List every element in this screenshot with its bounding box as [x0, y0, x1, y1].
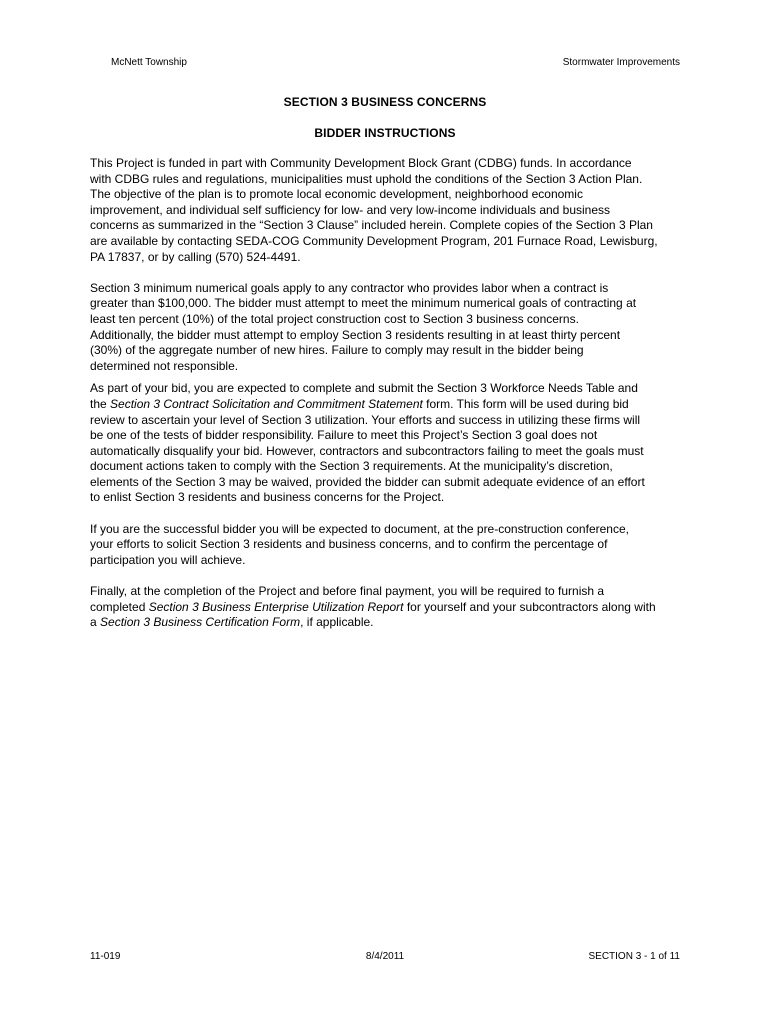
paragraph-final-payment [90, 584, 682, 631]
paragraph-funding: This Project is funded in part with Community Development Block Grant (CDBG) funds. In accordance with CDBG rules and regulations, municipalities must uphold the conditions of the Section 3 Action Plan. The objective of the plan is to promote local economic development, neighborhood economic improvement, and individual self sufficiency for low- and very low-income individuals and business concerns as summarized in the “Section 3 Clause” included herein. Complete copies of the Section 3 Plan are available by contacting SEDA-COG Community Development Program, 201 Furnace Road, Lewisburg, PA 17837, or by calling (570) 524-4491. [90, 156, 658, 264]
utilization-report-name: Section 3 Business Enterprise Utilization Report [148, 599, 404, 614]
paragraph-final-payment-text-b: for yourself and your subcontractors along with a [90, 599, 656, 630]
paragraph-final-payment-text-a: Finally, at the completion of the Project and before final payment, you will be required to furnish a completed [90, 584, 605, 614]
page-subtitle: BIDDER INSTRUCTIONS [314, 126, 456, 140]
header-township: McNett Township [111, 57, 187, 68]
paragraph-successful-bidder: If you are the successful bidder you will be expected to document, at the pre-construction conference, your efforts to solicit Section 3 residents and business concerns, and to confirm the percentage of participation you will achieve. [90, 521, 629, 567]
certification-form-name: Section 3 Business Certification Form [100, 615, 301, 630]
paragraph-bid-requirements-text-b: form. This form will be used during bid review to ascertain your level of Section 3 utilization. Your efforts and success in utilizing these firms will be one of the tests of bidder responsibility. Failure to meet this Project’s Section 3 goal does not automatically disqualify your bid. However, contractors and subcontractors failing to meet the goals must document actions taken to comply with the Section 3 requirements. At the municipality’s discretion, elements of the Section 3 may be waived, provided the bidder can submit adequate evidence of an effort to enlist Section 3 residents and business concerns for the Project. [90, 396, 645, 505]
footer-date: 8/4/2011 [365, 951, 405, 962]
paragraph-numerical-goals: Section 3 minimum numerical goals apply to any contractor who provides labor when a contract is greater than $100,000. The bidder must attempt to meet the minimum numerical goals of contracting at least ten percent (10%) of the total project construction cost to Section 3 business concerns. Additionally, the bidder must attempt to employ Section 3 residents resulting in at least thirty percent (30%) of the aggregate number of new hires. Failure to comply may result in the bidder being determined not responsible. [90, 280, 637, 373]
contract-solicitation-form-name: Section 3 Contract Solicitation and Commitment Statement [110, 396, 423, 411]
page-title: SECTION 3 BUSINESS CONCERNS [283, 95, 487, 109]
footer-page-number: SECTION 3 - 1 of 11 [588, 951, 680, 962]
footer-project-number: 11-019 [90, 951, 121, 962]
paragraph-bid-requirements [90, 381, 682, 506]
document-body [90, 156, 682, 631]
paragraph-bid-requirements-text-a: As part of your bid, you are expected to complete and submit the Section 3 Workforce Needs Table and the [90, 381, 638, 411]
paragraph-final-payment-text-c: , if applicable. [300, 615, 374, 630]
header-project: Stormwater Improvements [562, 57, 680, 68]
